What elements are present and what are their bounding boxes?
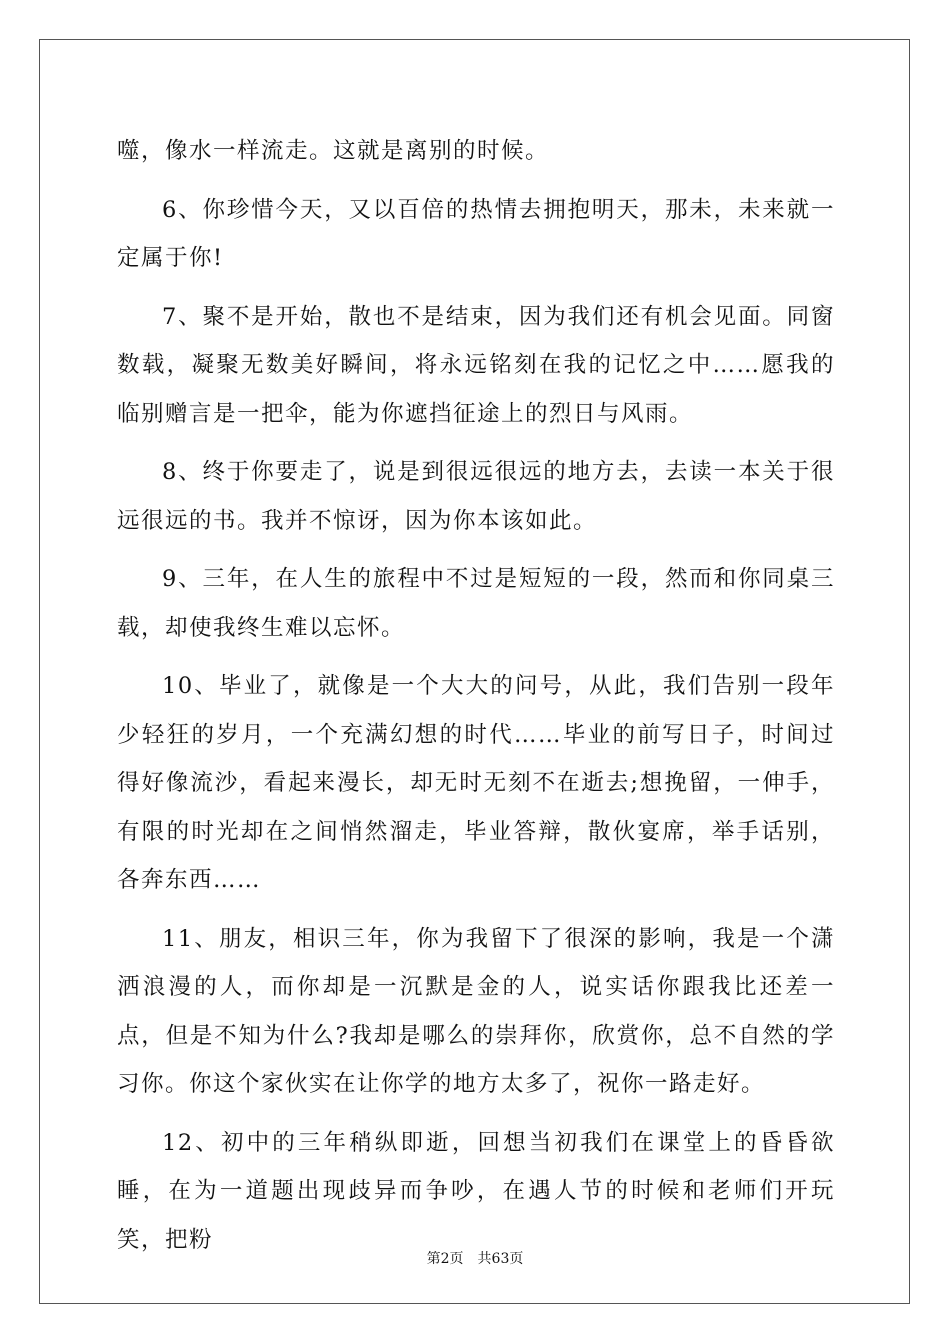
paragraph-11: 11、朋友，相识三年，你为我留下了很深的影响，我是一个潇洒浪漫的人，而你却是一沉默是金的人，说实话你跟我比还差一点，但是不知为什么?我却是哪么的崇拜你，欣赏你，总不自然的学习你。你这个家伙实在让你学的地方太多了，祝你一路走好。 <box>117 925 835 1097</box>
paragraph-6: 6、你珍惜今天，又以百倍的热情去拥抱明天，那未，未来就一定属于你! <box>117 196 835 271</box>
paragraph-9: 9、三年，在人生的旅程中不过是短短的一段，然而和你同桌三载，却使我终生难以忘怀。 <box>117 566 835 641</box>
paragraph-7: 7、聚不是开始，散也不是结束，因为我们还有机会见面。同窗数载，凝聚无数美好瞬间，将永远铭刻在我的记忆之中……愿我的临别赠言是一把伞，能为你遮挡征途上的烈日与风雨。 <box>117 303 835 427</box>
paragraph-8: 8、终于你要走了，说是到很远很远的地方去，去读一本关于很远很远的书。我并不惊讶，因为你本该如此。 <box>117 459 835 534</box>
paragraph-continuation: 噬，像水一样流走。这就是离别的时候。 <box>117 138 550 164</box>
page-total: 共63页 <box>477 1251 524 1267</box>
paragraph-12: 12、初中的三年稍纵即逝，回想当初我们在课堂上的昏昏欲睡，在为一道题出现歧异而争吵，在遇人节的时候和老师们开玩笑，把粉 <box>117 1129 835 1253</box>
document-body <box>117 127 835 1264</box>
page-number: 第2页 <box>426 1251 464 1267</box>
page-footer <box>0 1248 950 1268</box>
paragraph-10: 10、毕业了，就像是一个大大的问号，从此，我们告别一段年少轻狂的岁月，一个充满幻想的时代……毕业的前写日子，时间过得好像流沙，看起来漫长，却无时无刻不在逝去;想挽留，一伸手，有限的时光却在之间悄然溜走，毕业答辩，散伙宴席，举手话别，各奔东西…… <box>117 673 835 893</box>
